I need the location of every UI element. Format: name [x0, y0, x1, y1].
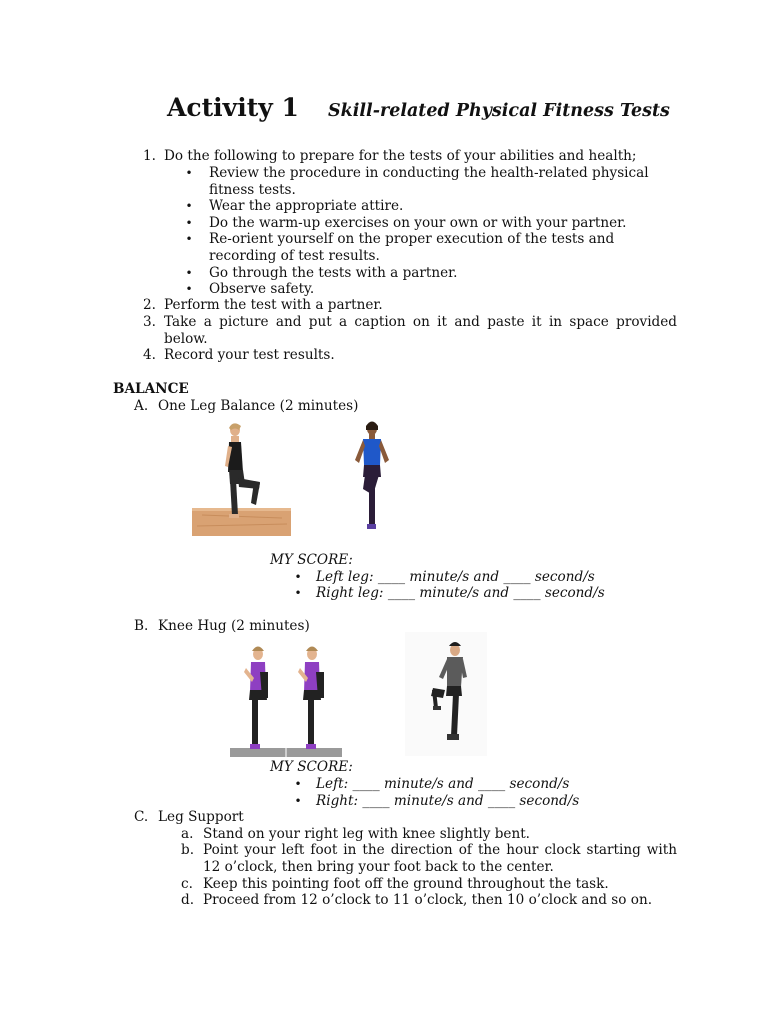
activity-subtitle: Skill-related Physical Fitness Tests: [328, 101, 670, 121]
man-knee-raise-photo: [405, 632, 487, 756]
section-heading-balance: BALANCE: [113, 381, 189, 397]
score-label-a: MY SCORE:: [270, 552, 353, 568]
two-women-knee-hug-photo: [230, 642, 344, 760]
score-label-b: MY SCORE:: [270, 759, 353, 775]
woman-one-leg-stand-photo: [345, 420, 397, 532]
woman-balancing-photo: [192, 420, 292, 538]
activity-title: Activity 1: [167, 93, 299, 122]
